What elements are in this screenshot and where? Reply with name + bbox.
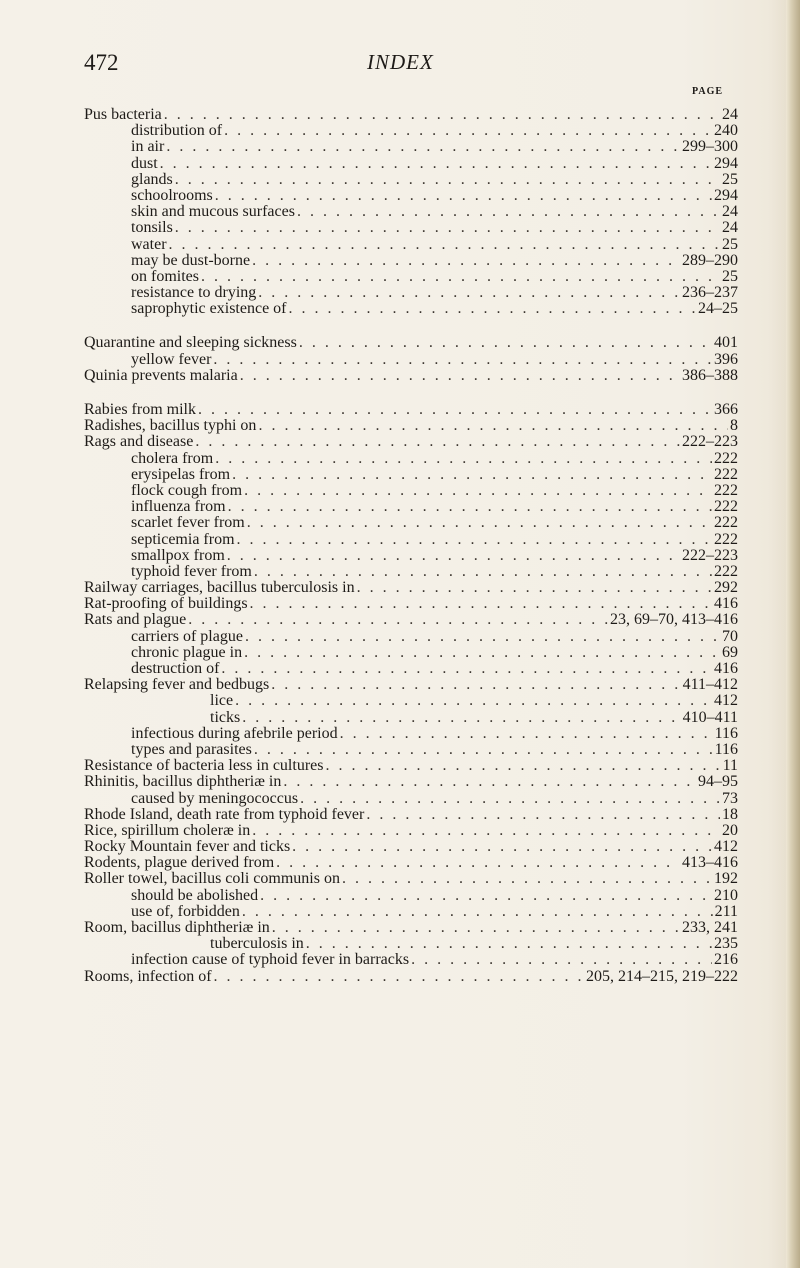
dot-leader	[213, 352, 712, 368]
entry-term: Pus bacteria	[84, 106, 162, 123]
dot-leader	[240, 368, 680, 384]
entry-term: use of, forbidden	[131, 902, 240, 920]
dot-leader	[357, 580, 712, 596]
entry-pages: 236–237	[682, 284, 738, 302]
entry-term: water	[131, 235, 167, 253]
entry-term: resistance to drying	[131, 284, 257, 302]
index-subentry	[0, 742, 800, 758]
index-subentry	[0, 693, 800, 709]
dot-leader	[175, 172, 720, 188]
index-subentry	[0, 629, 800, 645]
entry-pages: 8	[730, 417, 738, 435]
dot-leader	[292, 839, 712, 855]
page-column-label: PAGE	[692, 86, 724, 97]
dot-leader	[260, 888, 712, 904]
index-entry	[0, 807, 800, 823]
entry-pages: 211	[714, 902, 738, 920]
dot-leader	[342, 871, 712, 887]
entry-term: Rhinitis, bacillus diphtheriæ in	[84, 773, 282, 791]
entry-pages: 222	[714, 481, 738, 499]
entry-pages: 94–95	[698, 773, 738, 791]
index-subentry	[0, 888, 800, 904]
entry-term: types and parasites	[131, 740, 252, 758]
entry-pages: 294	[714, 154, 738, 172]
index-subentry	[0, 483, 800, 499]
dot-leader	[235, 693, 712, 709]
dot-leader	[166, 139, 680, 155]
index-subentry	[0, 253, 800, 269]
entry-term: skin and mucous surfaces	[131, 203, 295, 221]
entry-term: carriers of plague	[131, 627, 243, 645]
entry-term: Room, bacillus diphtheriæ in	[84, 919, 270, 936]
entry-pages: 25	[722, 235, 738, 253]
dot-leader	[272, 920, 680, 936]
entry-term: erysipelas from	[131, 465, 231, 483]
entry-pages: 18	[722, 805, 738, 823]
entry-term: Rodents, plague derived from	[84, 854, 275, 872]
dot-leader	[242, 904, 713, 920]
entry-term: Quinia prevents malaria	[84, 366, 238, 384]
entry-term: typhoid fever from	[131, 562, 252, 580]
entry-term: schoolrooms	[131, 186, 213, 204]
dot-leader	[224, 123, 712, 139]
entry-pages: 396	[714, 350, 738, 368]
entry-pages: 116	[714, 740, 738, 758]
index-subentry	[0, 451, 800, 467]
index-subentry	[0, 269, 800, 285]
page-header	[0, 50, 800, 82]
entry-term: caused by meningococcus	[131, 789, 299, 807]
index-list	[0, 107, 800, 985]
entry-pages: 73	[722, 789, 738, 807]
index-subentry	[0, 237, 800, 253]
entry-term: Rats and plague	[84, 611, 187, 629]
entry-pages: 299–300	[682, 138, 738, 156]
entry-term: tonsils	[131, 219, 173, 237]
index-subentry	[0, 467, 800, 483]
index-entry	[0, 823, 800, 839]
dot-leader	[283, 774, 696, 790]
entry-pages: 24	[722, 106, 738, 123]
dot-leader	[325, 758, 720, 774]
entry-pages: 233, 241	[682, 919, 738, 936]
entry-term: tuberculosis in	[210, 935, 304, 953]
entry-term: Radishes, bacillus typhi on	[84, 417, 257, 435]
index-subentry	[0, 204, 800, 220]
dot-leader	[237, 532, 712, 548]
entry-pages: 289–290	[682, 251, 738, 269]
entry-pages: 25	[722, 170, 738, 188]
entry-pages: 222–223	[682, 546, 738, 564]
entry-pages: 366	[714, 401, 738, 418]
index-subentry	[0, 352, 800, 368]
entry-pages: 411–412	[682, 676, 738, 694]
dot-leader	[254, 564, 712, 580]
entry-term: Rags and disease	[84, 433, 194, 451]
dot-leader	[289, 301, 697, 317]
entry-term: destruction of	[131, 660, 220, 677]
index-subentry	[0, 139, 800, 155]
index-subentry	[0, 123, 800, 139]
dot-leader	[252, 253, 680, 269]
dot-leader	[271, 677, 680, 693]
entry-pages: 222	[714, 530, 738, 548]
entry-term: scarlet fever from	[131, 514, 245, 532]
entry-pages: 401	[714, 334, 738, 352]
dot-leader	[169, 237, 720, 253]
dot-leader	[188, 612, 608, 628]
dot-leader	[340, 726, 713, 742]
dot-leader	[300, 791, 720, 807]
index-entry	[0, 335, 800, 351]
index-entry	[0, 920, 800, 936]
entry-term: in air	[131, 138, 165, 156]
index-entry	[0, 758, 800, 774]
entry-pages: 412	[714, 692, 738, 710]
dot-leader	[250, 596, 712, 612]
index-subentry	[0, 952, 800, 968]
entry-term: lice	[210, 692, 234, 710]
dot-leader	[215, 188, 712, 204]
entry-pages: 222–223	[682, 433, 738, 451]
dot-leader	[244, 645, 720, 661]
index-subentry	[0, 726, 800, 742]
dot-leader	[297, 204, 720, 220]
entry-pages: 24	[722, 219, 738, 237]
dot-leader	[227, 548, 680, 564]
entry-pages: 25	[722, 267, 738, 285]
entry-pages: 192	[714, 870, 738, 888]
entry-pages: 292	[714, 579, 738, 597]
entry-pages: 416	[714, 660, 738, 677]
index-entry	[0, 580, 800, 596]
index-subentry	[0, 301, 800, 317]
entry-pages: 24–25	[698, 300, 738, 318]
dot-leader	[244, 483, 712, 499]
entry-pages: 235	[714, 935, 738, 953]
entry-pages: 23, 69–70, 413–416	[610, 611, 738, 629]
dot-leader	[160, 156, 712, 172]
entry-pages: 69	[722, 643, 738, 661]
entry-term: flock cough from	[131, 481, 243, 499]
dot-leader	[215, 451, 712, 467]
index-entry	[0, 612, 800, 628]
entry-term: septicemia from	[131, 530, 235, 548]
index-entry	[0, 839, 800, 855]
entry-term: may be dust-borne	[131, 251, 251, 269]
entry-pages: 222	[714, 449, 738, 467]
dot-leader	[232, 467, 712, 483]
entry-term: cholera from	[131, 449, 214, 467]
index-subentry	[0, 285, 800, 301]
dot-leader	[299, 335, 712, 351]
entry-term: distribution of	[131, 122, 223, 140]
entry-pages: 222	[714, 498, 738, 516]
index-entry	[0, 107, 800, 123]
dot-leader	[164, 107, 720, 123]
entry-term: Railway carriages, bacillus tuberculosis in	[84, 579, 355, 597]
index-subentry	[0, 532, 800, 548]
index-entry	[0, 677, 800, 693]
entry-term: saprophytic existence of	[131, 300, 287, 318]
dot-leader	[306, 936, 712, 952]
running-head: INDEX	[367, 50, 434, 74]
entry-pages: 240	[714, 122, 738, 140]
index-subentry	[0, 564, 800, 580]
entry-term: Rocky Mountain fever and ticks	[84, 838, 291, 856]
entry-pages: 386–388	[682, 366, 738, 384]
dot-leader	[201, 269, 720, 285]
dot-leader	[411, 952, 712, 968]
index-subentry	[0, 172, 800, 188]
dot-leader	[254, 742, 713, 758]
index-entry	[0, 402, 800, 418]
entry-term: ticks	[210, 708, 241, 726]
page-number: 472	[84, 50, 119, 75]
entry-term: smallpox from	[131, 546, 225, 564]
entry-term: Rice, spirillum choleræ in	[84, 821, 251, 839]
entry-pages: 11	[722, 757, 738, 775]
entry-term: Roller towel, bacillus coli communis on	[84, 870, 340, 888]
entry-term: chronic plague in	[131, 643, 243, 661]
entry-term: Relapsing fever and bedbugs	[84, 676, 270, 694]
entry-pages: 294	[714, 186, 738, 204]
entry-term: yellow fever	[131, 350, 212, 368]
entry-term: Resistance of bacteria less in cultures	[84, 757, 324, 775]
dot-leader	[175, 220, 720, 236]
entry-term: Rhode Island, death rate from typhoid fever	[84, 805, 365, 823]
entry-pages: 413–416	[682, 854, 738, 872]
index-subentry	[0, 499, 800, 515]
entry-pages: 222	[714, 465, 738, 483]
dot-leader	[247, 515, 712, 531]
index-subentry	[0, 220, 800, 236]
entry-term: infectious during afebrile period	[131, 724, 338, 742]
index-subentry	[0, 548, 800, 564]
entry-pages: 416	[714, 595, 738, 613]
dot-leader	[276, 855, 680, 871]
index-subentry	[0, 156, 800, 172]
index-group	[0, 335, 800, 384]
index-group	[0, 402, 800, 985]
index-entry	[0, 774, 800, 790]
entry-term: infection cause of typhoid fever in barracks	[131, 951, 410, 969]
index-subentry	[0, 904, 800, 920]
dot-leader	[221, 661, 712, 677]
dot-leader	[245, 629, 720, 645]
entry-pages: 24	[722, 203, 738, 221]
entry-pages: 210	[714, 886, 738, 904]
index-entry	[0, 871, 800, 887]
dot-leader	[242, 710, 680, 726]
index-entry	[0, 434, 800, 450]
entry-term: Rat-proofing of buildings	[84, 595, 248, 613]
entry-term: on fomites	[131, 267, 199, 285]
index-subentry	[0, 710, 800, 726]
dot-leader	[195, 434, 680, 450]
dot-leader	[258, 285, 680, 301]
index-subentry	[0, 515, 800, 531]
index-subentry	[0, 936, 800, 952]
entry-pages: 410–411	[682, 708, 738, 726]
dot-leader	[258, 418, 728, 434]
entry-pages: 412	[714, 838, 738, 856]
entry-term: should be abolished	[131, 886, 259, 904]
dot-leader	[228, 499, 712, 515]
index-entry	[0, 855, 800, 871]
entry-pages: 222	[714, 514, 738, 532]
index-subentry	[0, 645, 800, 661]
dot-leader	[252, 823, 720, 839]
entry-term: Rooms, infection of	[84, 967, 212, 985]
index-entry	[0, 418, 800, 434]
entry-term: dust	[131, 154, 158, 172]
entry-pages: 205, 214–215, 219–222	[586, 967, 738, 985]
entry-term: Quarantine and sleeping sickness	[84, 334, 297, 352]
index-entry	[0, 368, 800, 384]
index-subentry	[0, 661, 800, 677]
entry-term: influenza from	[131, 498, 226, 516]
dot-leader	[198, 402, 712, 418]
entry-pages: 116	[714, 724, 738, 742]
index-entry	[0, 969, 800, 985]
index-group	[0, 107, 800, 317]
index-subentry	[0, 791, 800, 807]
dot-leader	[366, 807, 720, 823]
entry-pages: 216	[714, 951, 738, 969]
index-subentry	[0, 188, 800, 204]
entry-term: glands	[131, 170, 173, 188]
entry-pages: 70	[722, 627, 738, 645]
entry-pages: 222	[714, 562, 738, 580]
dot-leader	[214, 969, 584, 985]
entry-term: Rabies from milk	[84, 401, 196, 418]
index-entry	[0, 596, 800, 612]
entry-pages: 20	[722, 821, 738, 839]
